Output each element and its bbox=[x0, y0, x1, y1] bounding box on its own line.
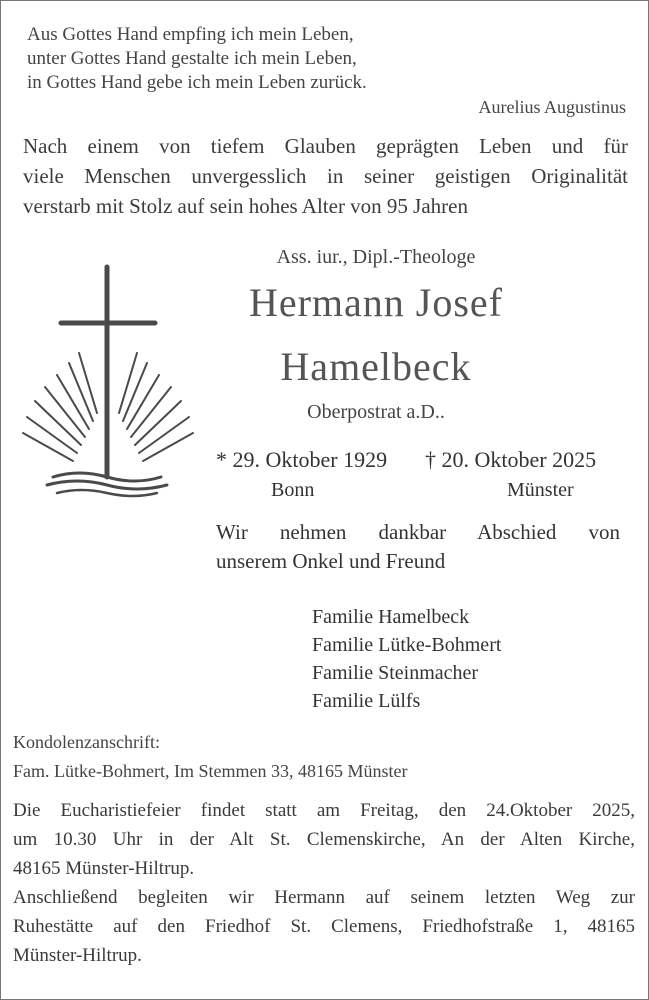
quote-line: unter Gottes Hand gestalte ich mein Leben, bbox=[27, 48, 357, 69]
academic-titles: Ass. iur., Dipl.-Theologe bbox=[276, 246, 476, 268]
service-line: Anschließend begleiten wir Hermann auf seinem letzten Weg zur bbox=[13, 887, 635, 908]
family-name: Familie Lülfs bbox=[312, 690, 421, 712]
intro-line: verstarb mit Stolz auf sein hohes Alter von 95 Jahren bbox=[23, 194, 468, 218]
birth-date: * 29. Oktober 1929 bbox=[216, 447, 388, 472]
quote-line: in Gottes Hand gebe ich mein Leben zurück. bbox=[27, 72, 367, 93]
intro-text bbox=[23, 131, 628, 221]
cross-sunrise-icon bbox=[19, 263, 197, 499]
family-name: Familie Steinmacher bbox=[312, 662, 479, 684]
service-info bbox=[13, 796, 635, 970]
family-name: Familie Lütke-Bohmert bbox=[312, 634, 502, 656]
birth-place: Bonn bbox=[271, 479, 315, 501]
deceased-surname: Hamelbeck bbox=[280, 344, 472, 389]
quote-line: Aus Gottes Hand empfing ich mein Leben, bbox=[27, 24, 354, 45]
condolence-address: Fam. Lütke-Bohmert, Im Stemmen 33, 48165 Münster bbox=[13, 761, 408, 781]
intro-line: Nach einem von tiefem Glauben geprägten Leben und für bbox=[23, 134, 628, 158]
service-line: um 10.30 Uhr in der Alt St. Clemenskirche, An der Alten Kirche, bbox=[13, 829, 635, 850]
bible-quote bbox=[27, 23, 367, 95]
deceased-first-names: Hermann Josef bbox=[248, 280, 504, 325]
mourners-list bbox=[312, 603, 501, 715]
deceased-rank: Oberpostrat a.D.. bbox=[307, 401, 445, 423]
death-date: † 20. Oktober 2025 bbox=[425, 447, 597, 472]
service-line: Die Eucharistiefeier findet statt am Freitag, den 24.Oktober 2025, bbox=[13, 800, 635, 821]
intro-line: viele Menschen unvergesslich in seiner geistigen Originalität bbox=[23, 164, 628, 188]
service-line: 48165 Münster-Hiltrup. bbox=[13, 858, 195, 879]
service-line: Ruhestätte auf den Friedhof St. Clemens, Friedhofstraße 1, 48165 bbox=[13, 916, 635, 937]
family-name: Familie Hamelbeck bbox=[312, 606, 470, 628]
death-place: Münster bbox=[507, 479, 574, 501]
farewell-line: Wir nehmen dankbar Abschied von bbox=[216, 520, 620, 544]
condolence-label: Kondolenzanschrift: bbox=[13, 732, 160, 752]
farewell-text bbox=[216, 518, 620, 576]
service-line: Münster-Hiltrup. bbox=[13, 945, 142, 966]
quote-author: Aurelius Augustinus bbox=[478, 97, 626, 117]
farewell-line: unserem Onkel und Freund bbox=[216, 549, 446, 573]
